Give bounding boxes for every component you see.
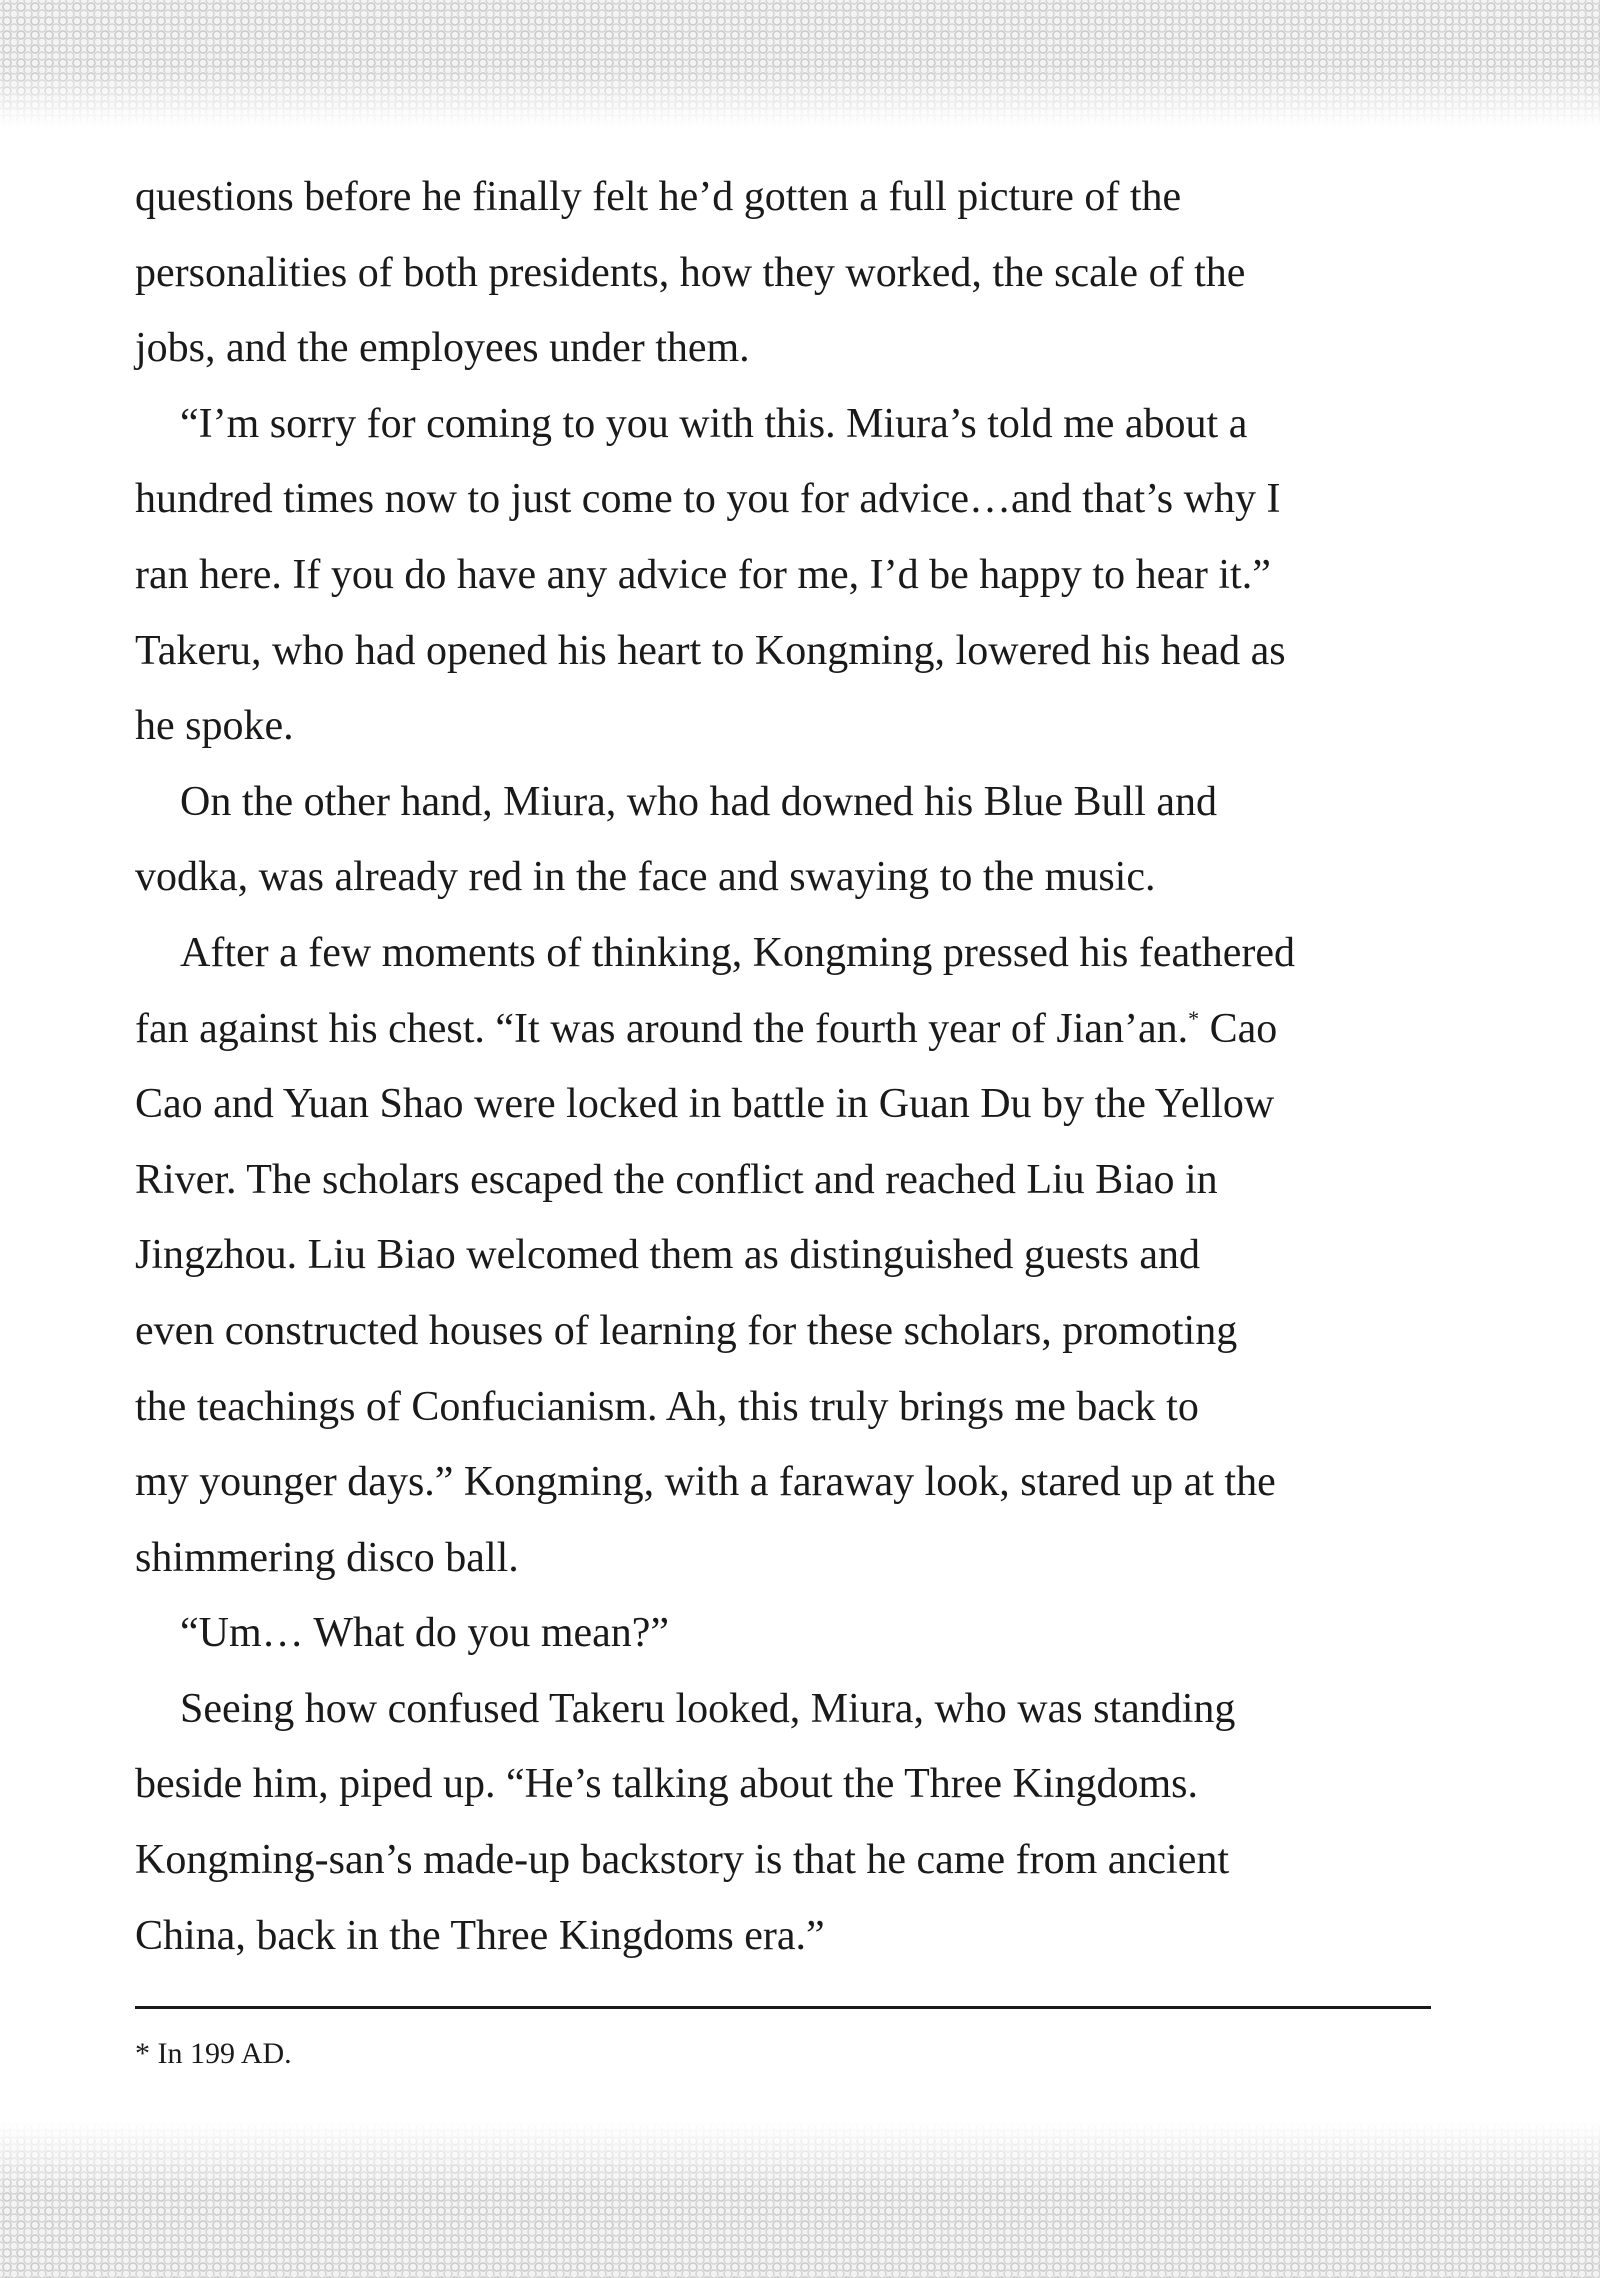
text-line-segment: Cao — [1199, 1005, 1278, 1052]
footnote-marker: * — [1188, 1005, 1200, 1031]
text-line: Kongming-san’s made-up backstory is that he came from ancient — [135, 1837, 1230, 1884]
text-line: Seeing how confused Takeru looked, Miura, who was standing — [180, 1685, 1236, 1732]
decorative-pattern-top — [0, 0, 1600, 128]
text-line: On the other hand, Miura, who had downed his Blue Bull and — [180, 778, 1217, 825]
footnote-text: * In 199 AD. — [135, 2037, 292, 2070]
decorative-pattern-bottom — [0, 2120, 1600, 2278]
text-line: After a few moments of thinking, Kongming pressed his feathered — [180, 929, 1296, 976]
footnote-divider — [135, 2006, 1431, 2009]
text-line: personalities of both presidents, how they worked, the scale of the — [135, 249, 1246, 296]
text-line: “I’m sorry for coming to you with this. Miura’s told me about a — [180, 400, 1248, 447]
text-line-segment: fan against his chest. “It was around the fourth year of Jian’an. — [135, 1005, 1189, 1052]
text-line: ran here. If you do have any advice for me, I’d be happy to hear it.” — [135, 551, 1271, 598]
text-line: even constructed houses of learning for these scholars, promoting — [135, 1307, 1238, 1354]
text-line: Cao and Yuan Shao were locked in battle in Guan Du by the Yellow — [135, 1081, 1275, 1128]
text-line: River. The scholars escaped the conflict and reached Liu Biao in — [135, 1156, 1218, 1203]
text-line — [135, 992, 1435, 1068]
body-text — [135, 160, 1435, 1974]
text-line: “Um… What do you mean?” — [180, 1610, 670, 1657]
text-line: beside him, piped up. “He’s talking about the Three Kingdoms. — [135, 1761, 1199, 1808]
text-line: jobs, and the employees under them. — [135, 325, 750, 372]
text-line: questions before he finally felt he’d gotten a full picture of the — [135, 174, 1182, 220]
text-line: the teachings of Confucianism. Ah, this truly brings me back to — [135, 1383, 1199, 1430]
text-line: China, back in the Three Kingdoms era.” — [135, 1912, 825, 1959]
text-line: he spoke. — [135, 703, 294, 750]
text-line: shimmering disco ball. — [135, 1534, 519, 1581]
text-line: hundred times now to just come to you for advice…and that’s why I — [135, 476, 1281, 523]
text-line: Takeru, who had opened his heart to Kongming, lowered his head as — [135, 627, 1286, 674]
text-line: Jingzhou. Liu Biao welcomed them as distinguished guests and — [135, 1232, 1201, 1279]
text-line: vodka, was already red in the face and swaying to the music. — [135, 854, 1156, 901]
text-line: my younger days.” Kongming, with a faraway look, stared up at the — [135, 1459, 1276, 1506]
